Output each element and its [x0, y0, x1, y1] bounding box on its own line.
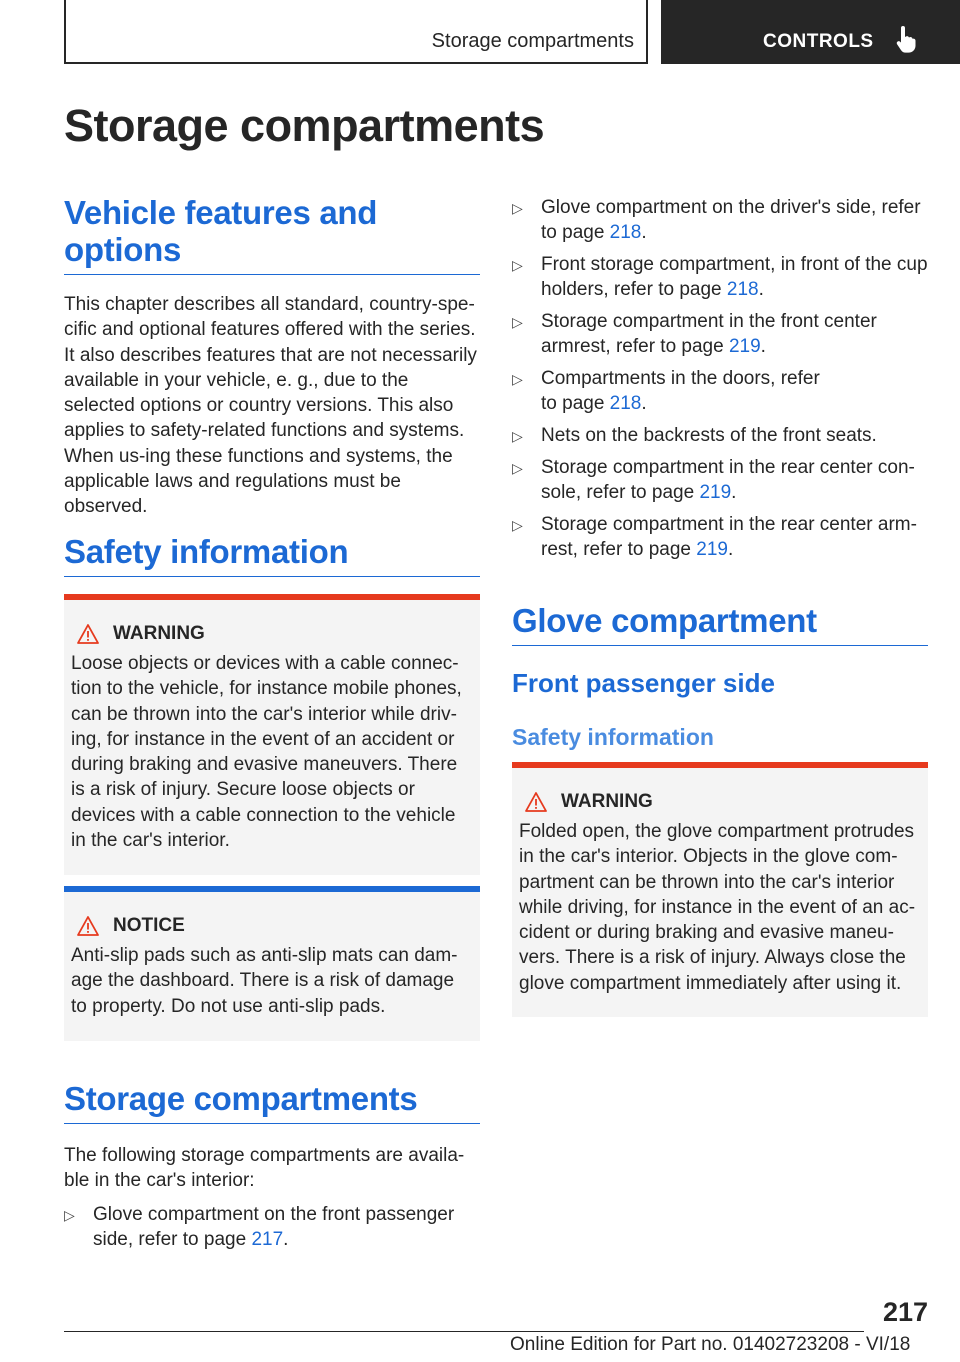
warning-title-row: [71, 622, 473, 646]
page-link[interactable]: 218: [726, 279, 759, 300]
page-link[interactable]: 218: [609, 393, 642, 414]
header-chapter-tab: [661, 0, 960, 64]
page-title: Storage compartments: [64, 100, 545, 151]
glove-warning-title: WARNING: [561, 791, 653, 812]
warning-text: Loose objects or devices with a cable connec‐tion to the vehicle, for instance mobile phones, can be thrown into the car's interior while driv‐ing, for instance in the event of an accident or during braking and evasive maneuvers. There is a risk of injury. Secure loose objects or devices with a cable connection to the vehicle in the car's interior.: [71, 653, 462, 852]
warning-box: [64, 594, 480, 875]
left-compartment-list: [64, 1202, 480, 1252]
storage-compartments-text: The following storage compartments are availa‐ble in the car's interior:: [64, 1145, 465, 1192]
list-item-text: Storage compartment in the rear center con‐sole, refer to page: [541, 457, 915, 503]
list-item-text: Nets on the backrests of the front seats.: [541, 425, 877, 446]
list-item-text: Storage compartment in the front center armrest, refer to page: [541, 311, 877, 357]
notice-box: [64, 886, 480, 1041]
page-link[interactable]: 219: [728, 336, 761, 357]
glove-warning-title-row: [519, 790, 921, 814]
glove-warning-text: Folded open, the glove compartment protrudes in the car's interior. Objects in the glove com‐partment can be thrown into the car's interior while driving, for instance in the event of an ac‐cident or during braking and evasive maneu‐vers. There is a risk of injury. Always close the glove compartment immediately after using it.: [519, 821, 916, 994]
right-compartment-list: [512, 195, 928, 562]
page-link[interactable]: 218: [609, 222, 642, 243]
page-link[interactable]: 219: [699, 482, 732, 503]
list-item-text: Storage compartment in the rear center arm‐rest, refer to page: [541, 514, 917, 560]
page-number: 217: [882, 1297, 928, 1327]
list-item: ▷ Storage compartment in the front center armrest, refer to page 219.: [512, 311, 877, 357]
vehicle-features-heading: Vehicle features and options: [64, 194, 480, 275]
storage-compartments-heading: Storage compartments: [64, 1080, 480, 1124]
glove-compartment-heading: Glove compartment: [512, 602, 928, 646]
glove-warning-box: [512, 762, 928, 1017]
list-item-text: Compartments in the doors, refer to page: [541, 368, 820, 414]
notice-title-row: [71, 914, 473, 938]
list-item: ▷ Compartments in the doors, refer to page 218.: [512, 368, 820, 414]
header-section-label: Storage compartments: [431, 30, 634, 52]
list-item-text: Front storage compartment, in front of the cup holders, refer to page: [541, 254, 928, 300]
warning-title: WARNING: [113, 623, 205, 644]
footer-divider: [64, 1331, 864, 1332]
pointing-hand-icon: [893, 26, 917, 59]
list-item: ▷ Glove compartment on the front passenger side, refer to page 217.: [64, 1204, 455, 1250]
triangle-bullet-icon: ▷: [512, 460, 523, 476]
front-passenger-side-heading: Front passenger side: [512, 668, 775, 698]
header-chapter-label: CONTROLS: [763, 31, 874, 52]
list-item: [512, 423, 928, 448]
list-item-text: Glove compartment on the driver's side, refer to page: [541, 197, 921, 243]
list-item: ▷ Storage compartment in the rear center arm‐rest, refer to page 219.: [512, 514, 917, 560]
list-item: ▷ Front storage compartment, in front of the cup holders, refer to page 218.: [512, 254, 928, 300]
page-link[interactable]: 219: [696, 539, 728, 560]
edition-text: Online Edition for Part no. 01402723208 - VI/18: [510, 1334, 911, 1355]
list-item-text: Glove compartment on the front passenger side, refer to page: [93, 1204, 455, 1250]
page-link[interactable]: 217: [251, 1229, 284, 1250]
notice-text: Anti-slip pads such as anti-slip mats can dam‐age the dashboard. There is a risk of damage to property. Do not use anti-slip pads.: [71, 945, 458, 1017]
triangle-bullet-icon: ▷: [512, 200, 523, 216]
vehicle-features-text: This chapter describes all standard, country-spe‐cific and optional features offered with the series. It also describes features that are not necessarily available in your vehicle, e. g., due to the selected options or country versions. This also applies to safety-related functions and systems. When us‐ing these functions and systems, the applicable laws and regulations must be observed.: [64, 294, 477, 518]
triangle-bullet-icon: ▷: [512, 257, 523, 273]
warning-triangle-icon: [77, 624, 99, 644]
header-section-tab: [64, 0, 648, 64]
warning-triangle-icon: [525, 792, 547, 812]
triangle-bullet-icon: ▷: [512, 428, 523, 444]
triangle-bullet-icon: ▷: [512, 314, 523, 330]
triangle-bullet-icon: ▷: [512, 517, 523, 533]
triangle-bullet-icon: ▷: [64, 1207, 75, 1223]
warning-triangle-icon: [77, 916, 99, 936]
notice-title: NOTICE: [113, 915, 185, 936]
list-item: ▷ Glove compartment on the driver's side, refer to page 218.: [512, 197, 921, 243]
triangle-bullet-icon: ▷: [512, 371, 523, 387]
safety-information-heading: Safety information: [64, 533, 480, 577]
glove-safety-information-heading: Safety information: [512, 724, 714, 750]
list-item: ▷ Storage compartment in the rear center con‐sole, refer to page 219.: [512, 457, 915, 503]
